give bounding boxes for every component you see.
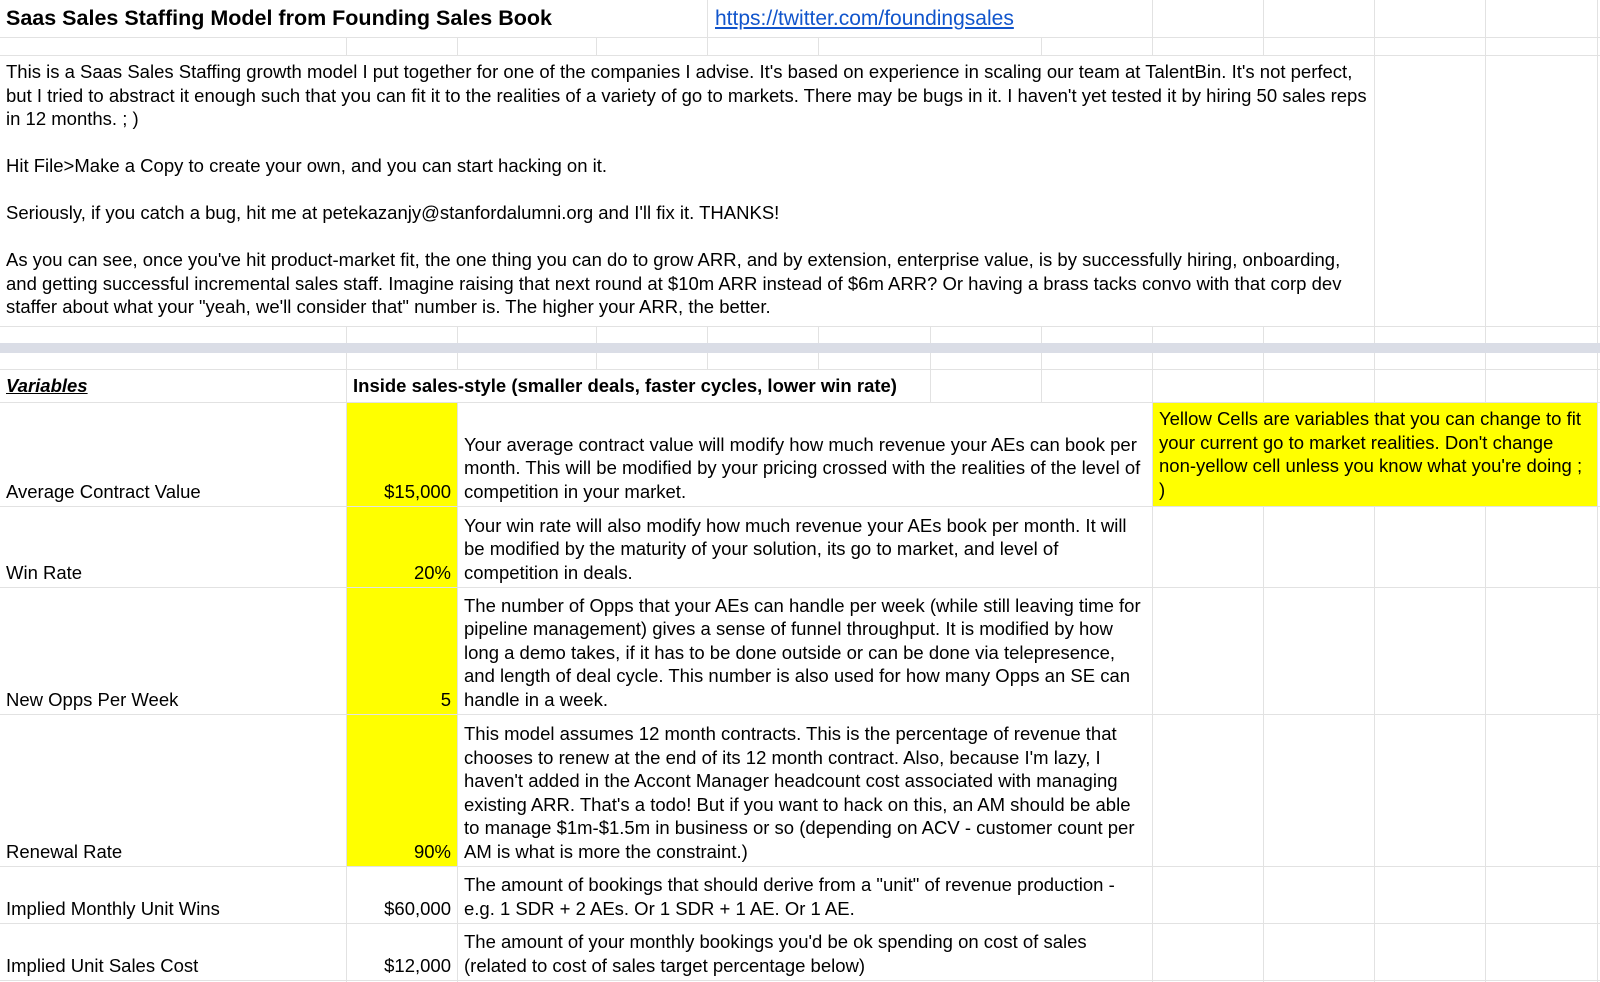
variable-label-acv[interactable]: Average Contract Value [0, 403, 346, 506]
column-divider [1263, 506, 1264, 982]
input-win-rate[interactable]: 20% [347, 507, 457, 587]
column-divider [457, 37, 458, 55]
variable-label-new-opps[interactable]: New Opps Per Week [0, 588, 346, 714]
description-win-rate[interactable]: Your win rate will also modify how much revenue your AEs book per month. It will be modified by the maturity of your solution, its go to market, and level of competition in deals. [458, 507, 1152, 587]
twitter-link[interactable]: https://twitter.com/foundingsales [708, 0, 1148, 37]
column-divider [346, 37, 347, 55]
column-divider [930, 326, 931, 402]
variable-label-unit-sales-cost[interactable]: Implied Unit Sales Cost [0, 924, 346, 980]
description-renewal-rate[interactable]: This model assumes 12 month contracts. This is the percentage of revenue that chooses to renew at the end of its 12 month contract. Also, because I'm lazy, I haven't added in the Accont Manager headcount cost associated with managing existing ARR. That's a todo! But if you want to hack on this, an AM should be able to manage $1m-$1.5m in business or so (depending on ACV - customer count per AM is what is more the constraint.) [458, 715, 1152, 866]
description-acv[interactable]: Your average contract value will modify how much revenue your AEs can book per month. This will be modified by your pricing crossed with the realities of the level of competition in your market. [458, 403, 1152, 506]
scenario-header[interactable]: Inside sales-style (smaller deals, faster cycles, lower win rate) [347, 370, 930, 402]
column-divider [1263, 0, 1264, 55]
intro-text-cell[interactable] [0, 56, 1373, 326]
intro-paragraph: As you can see, once you've hit product-market fit, the one thing you can do to grow ARR, and by extension, enterprise value, is by successfully hiring, onboarding, and getting successful incremental sales staff. Imagine raising that next round at $10m ARR instead of $6m ARR? Or having a brass tacks convo with that corp dev staffer about what your "yeah, we'll consider that" number is. The higher your ARR, the better. [6, 249, 1342, 317]
variable-label-unit-wins[interactable]: Implied Monthly Unit Wins [0, 867, 346, 923]
sheet-title[interactable]: Saas Sales Staffing Model from Founding Sales Book [0, 0, 706, 37]
description-unit-wins[interactable]: The amount of bookings that should derive from a "unit" of revenue production - e.g. 1 SDR + 2 AEs. Or 1 SDR + 1 AE. Or 1 AE. [458, 867, 1152, 923]
input-acv[interactable]: $15,000 [347, 403, 457, 506]
computed-unit-sales-cost[interactable]: $12,000 [347, 924, 457, 980]
variable-label-win-rate[interactable]: Win Rate [0, 507, 346, 587]
intro-paragraph: Hit File>Make a Copy to create your own, and you can start hacking on it. [6, 155, 608, 176]
intro-paragraph: Seriously, if you catch a bug, hit me at petekazanjy@stanfordalumni.org and I'll fix it. THANKS! [6, 202, 780, 223]
variables-header[interactable]: Variables [0, 370, 346, 402]
row-divider [0, 980, 1600, 981]
column-divider [1374, 506, 1375, 982]
column-divider [1374, 0, 1375, 402]
computed-unit-wins[interactable]: $60,000 [347, 867, 457, 923]
row-divider [0, 326, 1600, 327]
variable-label-renewal-rate[interactable]: Renewal Rate [0, 715, 346, 866]
column-divider [596, 37, 597, 55]
blank-line [6, 178, 1367, 202]
description-new-opps[interactable]: The number of Opps that your AEs can handle per week (while still leaving time for pipeline management) gives a sense of funnel throughput. It is modified by how long a demo takes, if it has to be done outside or can be done via telepresence, and length of deal cycle. This number is also used for how many Opps an SE can handle in a week. [458, 588, 1152, 714]
column-divider [1041, 326, 1042, 402]
row-divider [0, 37, 1600, 38]
column-divider [1263, 326, 1264, 402]
blank-line [6, 131, 1367, 155]
column-divider [1485, 0, 1486, 402]
description-unit-sales-cost[interactable]: The amount of your monthly bookings you'd be ok spending on cost of sales (related to cost of sales target percentage below) [458, 924, 1152, 980]
column-divider [1597, 0, 1598, 982]
divider-band [0, 343, 1600, 353]
input-new-opps[interactable]: 5 [347, 588, 457, 714]
column-divider [818, 37, 819, 55]
blank-line [6, 225, 1367, 249]
column-divider [1041, 37, 1042, 55]
yellow-cells-note[interactable]: Yellow Cells are variables that you can change to fit your current go to market realities. Don't change non-yellow cell unless you know what you're doing ; ) [1153, 403, 1597, 506]
column-divider [1485, 506, 1486, 982]
intro-paragraph: This is a Saas Sales Staffing growth model I put together for one of the companies I advise. It's based on experience in scaling our team at TalentBin. It's not perfect, but I tried to abstract it enough such that you can fit it to the realities of a variety of go to markets. There may be bugs in it. I haven't yet tested it by hiring 50 sales reps in 12 months. ; ) [6, 61, 1367, 129]
input-renewal-rate[interactable]: 90% [347, 715, 457, 866]
